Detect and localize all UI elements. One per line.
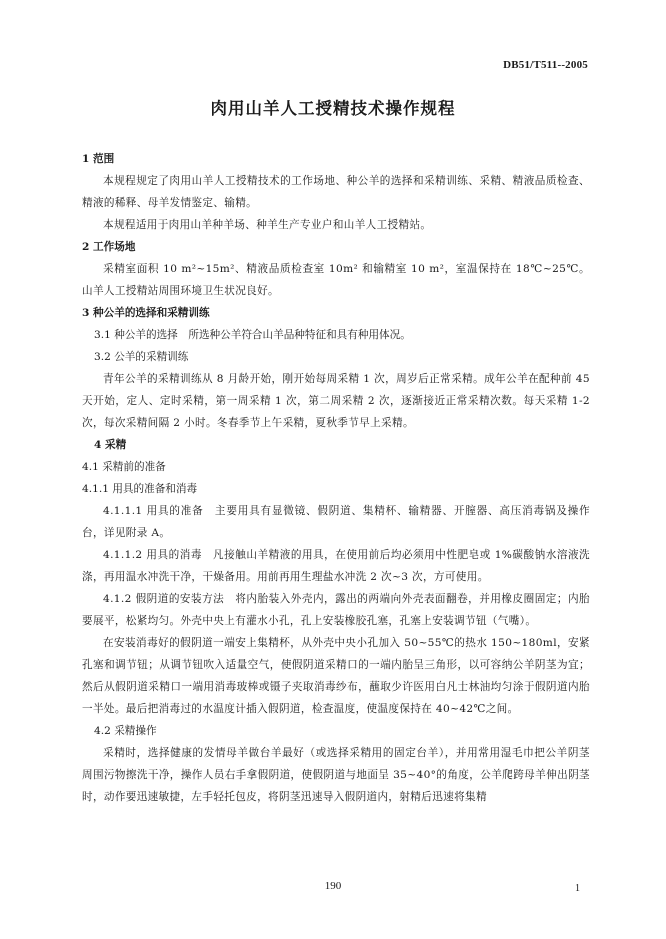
paragraph: 4.1.2 假阴道的安装方法 将内胎装入外壳内，露出的两端向外壳表面翻卷，并用橡皮圈固定；内胎要展平，松紧均匀。外壳中央上有灌水小孔，孔上安装橡胶孔塞，孔塞上安装调节钮（气嘴）。 <box>82 593 590 627</box>
subsection-heading: 4.2 采精操作 <box>94 725 157 737</box>
section-heading: 4 采精 <box>94 439 127 451</box>
paragraph: 本规程规定了肉用山羊人工授精技术的工作场地、种公羊的选择和采精训练、采精、精液品质检查、精液的稀释、母羊发情鉴定、输精。 <box>82 175 590 209</box>
section-heading: 1 范围 <box>82 153 115 165</box>
paragraph: 青年公羊的采精训练从 8 月龄开始，刚开始每周采精 1 次，周岁后正常采精。成年公羊在配种前 45 天开始，定人、定时采精，第一周采精 1 次，第二周采精 2 次，逐渐接近正常采精次数。每天采精 1-2 次，每次采精间隔 2 小时。冬春季节上午采精，夏秋季节早上采精。 <box>82 373 590 429</box>
paragraph: 4.1.1.1 用具的准备 主要用具有显微镜、假阴道、集精杯、输精器、开膣器、高压消毒锅及操作台，详见附录 A。 <box>82 505 590 539</box>
paragraph: 在安装消毒好的假阴道一端安上集精杯，从外壳中央小孔加入 50~55℃的热水 150~180ml，安紧孔塞和调节钮；从调节钮吹入适量空气，使假阴道采精口的一端内胎呈三角形，以可容纳公羊阴茎为宜；然后从假阴道采精口一端用消毒玻棒或镊子夹取消毒纱布，蘸取少许医用白凡士林油均匀涂于假阴道内胎一半处。最后把消毒过的水温度计插入假阴道，检查温度，使温度保持在 40~42℃之间。 <box>82 637 590 715</box>
sheet-number: 1 <box>575 883 580 894</box>
paragraph: 本规程适用于肉用山羊种羊场、种羊生产专业户和山羊人工授精站。 <box>103 219 432 231</box>
paragraph: 采精室面积 10 m²~15m²、精液品质检查室 10m² 和输精室 10 m²，室温保持在 18℃~25℃。山羊人工授精站周围环境卫生状况良好。 <box>82 263 590 297</box>
paragraph: 3.1 种公羊的选择 所选种公羊符合山羊品种特征和具有种用体况。 <box>94 329 411 341</box>
subsection-heading: 4.1.1 用具的准备和消毒 <box>82 483 198 495</box>
document-body <box>82 148 590 808</box>
page-number: 190 <box>324 880 342 892</box>
subsection-heading: 4.1 采精前的准备 <box>82 461 166 473</box>
paragraph: 采精时，选择健康的发情母羊做台羊最好（或选择采精用的固定台羊），并用常用湿毛巾把公羊阴茎周围污物擦洗干净，操作人员右手拿假阴道，使假阴道与地面呈 35~40°的角度，公羊爬跨母羊伸出阴茎时，动作要迅速敏捷，左手轻托包皮，将阴茎迅速导入假阴道内，射精后迅速将集精 <box>82 747 590 803</box>
subsection-heading: 3.2 公羊的采精训练 <box>94 351 189 363</box>
paragraph: 4.1.1.2 用具的消毒 凡接触山羊精液的用具，在使用前后均必须用中性肥皂或 1%碳酸钠水溶液洗涤，再用温水冲洗干净，干燥备用。用前再用生理盐水冲洗 2 次~3 次，方可使用。 <box>82 549 590 583</box>
document-title: 肉用山羊人工授精技术操作规程 <box>210 99 456 118</box>
section-heading: 3 种公羊的选择和采精训练 <box>82 307 210 319</box>
section-heading: 2 工作场地 <box>82 241 136 253</box>
standard-code: DB51/T511--2005 <box>503 59 588 71</box>
